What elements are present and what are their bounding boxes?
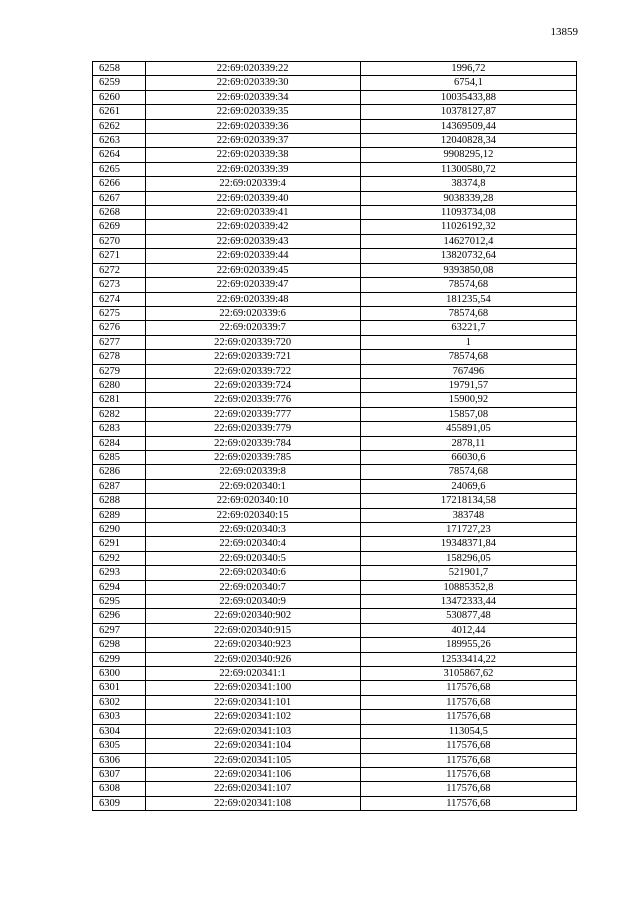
value-cell: 9393850,08 <box>360 263 576 277</box>
table-row <box>93 623 577 637</box>
cadastral-number-cell: 22:69:020339:41 <box>145 206 360 220</box>
row-number-cell: 6309 <box>93 796 146 810</box>
cadastral-number-cell: 22:69:020340:4 <box>145 537 360 551</box>
value-cell: 113054,5 <box>360 724 576 738</box>
cadastral-number-cell: 22:69:020339:785 <box>145 450 360 464</box>
row-number-cell: 6286 <box>93 465 146 479</box>
cadastral-number-cell: 22:69:020341:102 <box>145 710 360 724</box>
table-row <box>93 652 577 666</box>
row-number-cell: 6290 <box>93 523 146 537</box>
table-row <box>93 479 577 493</box>
cadastral-number-cell: 22:69:020340:915 <box>145 623 360 637</box>
cadastral-number-cell: 22:69:020339:4 <box>145 177 360 191</box>
cadastral-number-cell: 22:69:020339:39 <box>145 162 360 176</box>
value-cell: 181235,54 <box>360 292 576 306</box>
value-cell: 117576,68 <box>360 753 576 767</box>
row-number-cell: 6302 <box>93 695 146 709</box>
row-number-cell: 6294 <box>93 580 146 594</box>
value-cell: 15857,08 <box>360 407 576 421</box>
table-row <box>93 595 577 609</box>
cadastral-number-cell: 22:69:020339:36 <box>145 119 360 133</box>
value-cell: 78574,68 <box>360 350 576 364</box>
table-row <box>93 378 577 392</box>
cadastral-number-cell: 22:69:020339:35 <box>145 105 360 119</box>
row-number-cell: 6263 <box>93 134 146 148</box>
row-number-cell: 6266 <box>93 177 146 191</box>
row-number-cell: 6283 <box>93 422 146 436</box>
table-row <box>93 220 577 234</box>
value-cell: 117576,68 <box>360 681 576 695</box>
table-row <box>93 566 577 580</box>
cadastral-number-cell: 22:69:020339:43 <box>145 234 360 248</box>
cadastral-number-cell: 22:69:020339:48 <box>145 292 360 306</box>
row-number-cell: 6282 <box>93 407 146 421</box>
row-number-cell: 6298 <box>93 638 146 652</box>
cadastral-number-cell: 22:69:020339:34 <box>145 90 360 104</box>
value-cell: 171727,23 <box>360 523 576 537</box>
table-body <box>93 62 577 811</box>
row-number-cell: 6304 <box>93 724 146 738</box>
table-row <box>93 667 577 681</box>
row-number-cell: 6307 <box>93 767 146 781</box>
cadastral-number-cell: 22:69:020341:105 <box>145 753 360 767</box>
row-number-cell: 6297 <box>93 623 146 637</box>
table-row <box>93 234 577 248</box>
table-row <box>93 796 577 810</box>
cadastral-number-cell: 22:69:020341:108 <box>145 796 360 810</box>
row-number-cell: 6308 <box>93 782 146 796</box>
row-number-cell: 6264 <box>93 148 146 162</box>
cadastral-number-cell: 22:69:020339:722 <box>145 364 360 378</box>
row-number-cell: 6280 <box>93 378 146 392</box>
cadastral-number-cell: 22:69:020340:3 <box>145 523 360 537</box>
table-row <box>93 76 577 90</box>
table-row <box>93 436 577 450</box>
value-cell: 66030,6 <box>360 450 576 464</box>
value-cell: 117576,68 <box>360 796 576 810</box>
row-number-cell: 6281 <box>93 393 146 407</box>
row-number-cell: 6279 <box>93 364 146 378</box>
row-number-cell: 6273 <box>93 278 146 292</box>
cadastral-number-cell: 22:69:020340:9 <box>145 595 360 609</box>
table-row <box>93 609 577 623</box>
table-row <box>93 90 577 104</box>
cadastral-number-cell: 22:69:020339:6 <box>145 306 360 320</box>
table-row <box>93 537 577 551</box>
table-row <box>93 508 577 522</box>
value-cell: 78574,68 <box>360 306 576 320</box>
cadastral-number-cell: 22:69:020339:720 <box>145 335 360 349</box>
row-number-cell: 6275 <box>93 306 146 320</box>
table-row <box>93 767 577 781</box>
table-row <box>93 306 577 320</box>
cadastral-number-cell: 22:69:020339:47 <box>145 278 360 292</box>
table-row <box>93 450 577 464</box>
row-number-cell: 6274 <box>93 292 146 306</box>
row-number-cell: 6285 <box>93 450 146 464</box>
row-number-cell: 6265 <box>93 162 146 176</box>
table-row <box>93 551 577 565</box>
value-cell: 38374,8 <box>360 177 576 191</box>
cadastral-number-cell: 22:69:020340:1 <box>145 479 360 493</box>
table-row <box>93 177 577 191</box>
table-row <box>93 465 577 479</box>
cadastral-number-cell: 22:69:020339:40 <box>145 191 360 205</box>
value-cell: 117576,68 <box>360 782 576 796</box>
cadastral-number-cell: 22:69:020340:5 <box>145 551 360 565</box>
value-cell: 9038339,28 <box>360 191 576 205</box>
row-number-cell: 6271 <box>93 249 146 263</box>
row-number-cell: 6262 <box>93 119 146 133</box>
table-row <box>93 422 577 436</box>
row-number-cell: 6267 <box>93 191 146 205</box>
cadastral-value-table <box>92 61 577 811</box>
value-cell: 19791,57 <box>360 378 576 392</box>
value-cell: 1996,72 <box>360 62 576 76</box>
cadastral-number-cell: 22:69:020339:776 <box>145 393 360 407</box>
value-cell: 24069,6 <box>360 479 576 493</box>
cadastral-number-cell: 22:69:020341:1 <box>145 667 360 681</box>
cadastral-number-cell: 22:69:020340:923 <box>145 638 360 652</box>
cadastral-number-cell: 22:69:020341:107 <box>145 782 360 796</box>
table-row <box>93 782 577 796</box>
row-number-cell: 6260 <box>93 90 146 104</box>
table-row <box>93 494 577 508</box>
row-number-cell: 6296 <box>93 609 146 623</box>
value-cell: 383748 <box>360 508 576 522</box>
cadastral-number-cell: 22:69:020341:106 <box>145 767 360 781</box>
value-cell: 521901,7 <box>360 566 576 580</box>
row-number-cell: 6293 <box>93 566 146 580</box>
table-row <box>93 206 577 220</box>
row-number-cell: 6287 <box>93 479 146 493</box>
value-cell: 11093734,08 <box>360 206 576 220</box>
table-row <box>93 162 577 176</box>
row-number-cell: 6306 <box>93 753 146 767</box>
table-row <box>93 62 577 76</box>
cadastral-number-cell: 22:69:020339:724 <box>145 378 360 392</box>
table-row <box>93 350 577 364</box>
row-number-cell: 6291 <box>93 537 146 551</box>
value-cell: 63221,7 <box>360 321 576 335</box>
table-row <box>93 753 577 767</box>
table-row <box>93 105 577 119</box>
value-cell: 13820732,64 <box>360 249 576 263</box>
table-row <box>93 292 577 306</box>
table-row <box>93 364 577 378</box>
table-row <box>93 134 577 148</box>
table-row <box>93 249 577 263</box>
table-row <box>93 278 577 292</box>
table-row <box>93 739 577 753</box>
row-number-cell: 6277 <box>93 335 146 349</box>
cadastral-number-cell: 22:69:020341:100 <box>145 681 360 695</box>
value-cell: 17218134,58 <box>360 494 576 508</box>
value-cell: 78574,68 <box>360 278 576 292</box>
row-number-cell: 6288 <box>93 494 146 508</box>
cadastral-number-cell: 22:69:020339:784 <box>145 436 360 450</box>
value-cell: 14627012,4 <box>360 234 576 248</box>
value-cell: 12533414,22 <box>360 652 576 666</box>
row-number-cell: 6289 <box>93 508 146 522</box>
row-number-cell: 6295 <box>93 595 146 609</box>
row-number-cell: 6272 <box>93 263 146 277</box>
value-cell: 10378127,87 <box>360 105 576 119</box>
cadastral-number-cell: 22:69:020339:8 <box>145 465 360 479</box>
cadastral-number-cell: 22:69:020340:10 <box>145 494 360 508</box>
cadastral-number-cell: 22:69:020339:721 <box>145 350 360 364</box>
value-cell: 78574,68 <box>360 465 576 479</box>
value-cell: 3105867,62 <box>360 667 576 681</box>
value-cell: 11300580,72 <box>360 162 576 176</box>
value-cell: 1 <box>360 335 576 349</box>
table-row <box>93 724 577 738</box>
row-number-cell: 6278 <box>93 350 146 364</box>
value-cell: 10035433,88 <box>360 90 576 104</box>
value-cell: 15900,92 <box>360 393 576 407</box>
cadastral-number-cell: 22:69:020339:779 <box>145 422 360 436</box>
row-number-cell: 6261 <box>93 105 146 119</box>
row-number-cell: 6292 <box>93 551 146 565</box>
value-cell: 767496 <box>360 364 576 378</box>
cadastral-number-cell: 22:69:020339:22 <box>145 62 360 76</box>
row-number-cell: 6303 <box>93 710 146 724</box>
cadastral-number-cell: 22:69:020339:30 <box>145 76 360 90</box>
row-number-cell: 6300 <box>93 667 146 681</box>
row-number-cell: 6276 <box>93 321 146 335</box>
table-row <box>93 695 577 709</box>
cadastral-number-cell: 22:69:020341:101 <box>145 695 360 709</box>
value-cell: 117576,68 <box>360 710 576 724</box>
row-number-cell: 6259 <box>93 76 146 90</box>
page-number: 13859 <box>550 26 578 38</box>
value-cell: 530877,48 <box>360 609 576 623</box>
cadastral-number-cell: 22:69:020339:37 <box>145 134 360 148</box>
cadastral-number-cell: 22:69:020339:42 <box>145 220 360 234</box>
table-row <box>93 580 577 594</box>
table-row <box>93 638 577 652</box>
value-cell: 2878,11 <box>360 436 576 450</box>
table-row <box>93 263 577 277</box>
table-row <box>93 393 577 407</box>
row-number-cell: 6301 <box>93 681 146 695</box>
table-row <box>93 335 577 349</box>
row-number-cell: 6284 <box>93 436 146 450</box>
value-cell: 11026192,32 <box>360 220 576 234</box>
cadastral-number-cell: 22:69:020341:103 <box>145 724 360 738</box>
cadastral-number-cell: 22:69:020339:7 <box>145 321 360 335</box>
row-number-cell: 6270 <box>93 234 146 248</box>
table-row <box>93 321 577 335</box>
value-cell: 455891,05 <box>360 422 576 436</box>
cadastral-number-cell: 22:69:020339:777 <box>145 407 360 421</box>
cadastral-number-cell: 22:69:020340:7 <box>145 580 360 594</box>
row-number-cell: 6258 <box>93 62 146 76</box>
row-number-cell: 6268 <box>93 206 146 220</box>
table-row <box>93 191 577 205</box>
value-cell: 12040828,34 <box>360 134 576 148</box>
table-row <box>93 681 577 695</box>
value-cell: 117576,68 <box>360 695 576 709</box>
table-row <box>93 119 577 133</box>
value-cell: 189955,26 <box>360 638 576 652</box>
row-number-cell: 6269 <box>93 220 146 234</box>
cadastral-number-cell: 22:69:020341:104 <box>145 739 360 753</box>
value-cell: 6754,1 <box>360 76 576 90</box>
cadastral-number-cell: 22:69:020340:902 <box>145 609 360 623</box>
row-number-cell: 6299 <box>93 652 146 666</box>
value-cell: 14369509,44 <box>360 119 576 133</box>
value-cell: 158296,05 <box>360 551 576 565</box>
cadastral-number-cell: 22:69:020340:15 <box>145 508 360 522</box>
cadastral-number-cell: 22:69:020339:44 <box>145 249 360 263</box>
row-number-cell: 6305 <box>93 739 146 753</box>
cadastral-number-cell: 22:69:020339:45 <box>145 263 360 277</box>
value-cell: 117576,68 <box>360 767 576 781</box>
table-row <box>93 523 577 537</box>
cadastral-number-cell: 22:69:020340:926 <box>145 652 360 666</box>
value-cell: 117576,68 <box>360 739 576 753</box>
cadastral-number-cell: 22:69:020339:38 <box>145 148 360 162</box>
table-row <box>93 407 577 421</box>
value-cell: 9908295,12 <box>360 148 576 162</box>
value-cell: 19348371,84 <box>360 537 576 551</box>
value-cell: 4012,44 <box>360 623 576 637</box>
value-cell: 13472333,44 <box>360 595 576 609</box>
cadastral-number-cell: 22:69:020340:6 <box>145 566 360 580</box>
table-row <box>93 710 577 724</box>
table-row <box>93 148 577 162</box>
value-cell: 10885352,8 <box>360 580 576 594</box>
